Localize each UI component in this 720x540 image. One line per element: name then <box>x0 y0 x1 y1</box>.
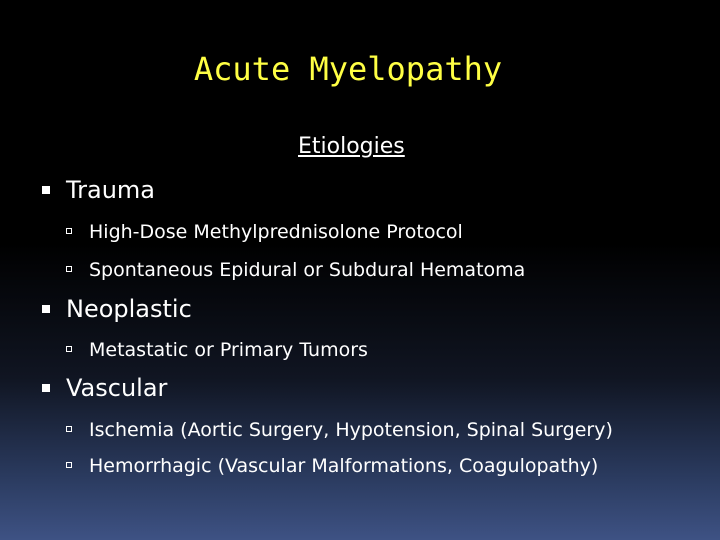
sub-list-item-label: Hemorrhagic (Vascular Malformations, Coagulopathy) <box>89 455 599 477</box>
hollow-square-bullet-icon <box>66 426 72 432</box>
hollow-square-bullet-icon <box>66 462 72 468</box>
square-bullet-icon <box>42 186 50 194</box>
hollow-square-bullet-icon <box>66 266 72 272</box>
slide-title: Acute Myelopathy <box>193 50 503 88</box>
sub-list-item-label: High-Dose Methylprednisolone Protocol <box>89 221 463 243</box>
list-item-label: Neoplastic <box>66 295 192 323</box>
list-item-label: Trauma <box>66 176 156 204</box>
slide-subtitle: Etiologies <box>298 134 405 159</box>
sub-list-item-label: Metastatic or Primary Tumors <box>89 339 368 361</box>
square-bullet-icon <box>42 384 50 392</box>
sub-list-item-label: Ischemia (Aortic Surgery, Hypotension, Spinal Surgery) <box>89 419 613 441</box>
list-item-label: Vascular <box>66 374 168 402</box>
hollow-square-bullet-icon <box>66 346 72 352</box>
sub-list-item-label: Spontaneous Epidural or Subdural Hematoma <box>89 259 526 281</box>
square-bullet-icon <box>42 305 50 313</box>
hollow-square-bullet-icon <box>66 228 72 234</box>
